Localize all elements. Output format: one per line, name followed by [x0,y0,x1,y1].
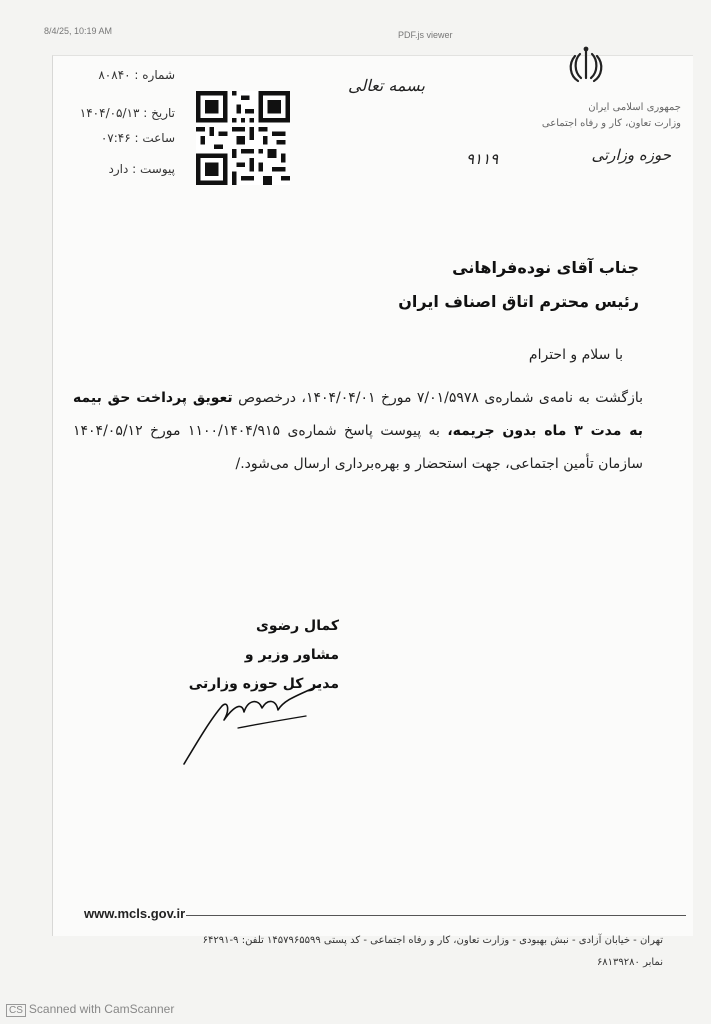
department-label: حوزه وزارتی [591,146,671,164]
camscanner-badge-icon: CS [6,1004,26,1017]
footer-fax: نمابر ۶۸۱۳۹۲۸۰ [596,957,663,968]
print-timestamp: 8/4/25, 10:19 AM [44,26,113,36]
letter-date-label: تاریخ [151,106,175,120]
letter-time-row: ساعت : ۰۷:۴۶ [100,131,175,145]
letter-date-value: ۱۴۰۴/۰۵/۱۳ [79,106,140,120]
letter-time-label: ساعت [142,131,175,145]
letter-number-row: شماره : ۸۰۸۴۰ [98,68,175,82]
scanner-watermark-text: Scanned with CamScanner [28,1002,175,1016]
ministry-line-country: جمهوری اسلامی ایران [588,102,681,113]
letter-number-label: شماره [142,68,175,82]
print-app-name: PDF.js viewer [398,30,453,40]
letter-date-row: تاریخ : ۱۴۰۴/۰۵/۱۳ [79,106,175,120]
body-text-emphasis: تعویق پرداخت حق بیمه به مدت ۳ ماه بدون جریمه، [73,390,644,439]
letter-attachment-row: پیوست : دارد [108,162,175,176]
ministry-line-ministry: وزارت تعاون، کار و رفاه اجتماعی [541,118,681,129]
signatory-title-line1: مشاور وزیر و [244,647,339,663]
footer-address: تهران - خیابان آزادی - نبش بهبودی - وزارت تعاون، کار و رفاه اجتماعی - کد پستی ۱۴۵۷۹۶۵۵۹۹ تلفن: ۹-۶۴۲۹۱ [202,935,663,946]
recipient-name: جناب آقای نوده‌فراهانی [452,258,639,277]
signatory-name: کمال رضوی [255,618,339,634]
letter-body [73,382,643,481]
letter-time-value: ۰۷:۴۶ [100,131,131,145]
greeting: با سلام و احترام [528,347,623,363]
letter-page [52,55,693,936]
recipient-title: رئیس محترم اتاق اصناف ایران [398,292,639,311]
signatory-title-line2: مدیر کل حوزه وزارتی [188,676,339,692]
footer-divider [186,915,686,916]
letter-number-value: ۸۰۸۴۰ [98,68,131,82]
scanner-watermark [6,1002,174,1017]
handwritten-number: ۹۱۱۹ [466,150,499,168]
ministry-website-link[interactable]: www.mcls.gov.ir [84,906,186,921]
ministry-name [542,100,681,132]
handwritten-signature [178,680,328,770]
letter-attachment-value: دارد [108,162,129,176]
basmala: بسمه تعالی [348,76,425,95]
body-text-part2: به پیوست پاسخ شماره‌ی ۱۱۰۰/۱۴۰۴/۹۱۵ مورخ ۱۴۰۴/۰۵/۱۲ سازمان تأمین اجتماعی، جهت استحضار و بهره‌برداری ارسال می‌شود./ [73,423,643,472]
qr-code [196,91,290,185]
iran-emblem-icon [566,44,606,88]
body-text-part1: بازگشت به نامه‌ی شماره‌ی ۷/۰۱/۵۹۷۸ مورخ ۱۴۰۴/۰۴/۰۱، درخصوص [232,390,644,406]
letter-attachment-label: پیوست [140,162,175,176]
